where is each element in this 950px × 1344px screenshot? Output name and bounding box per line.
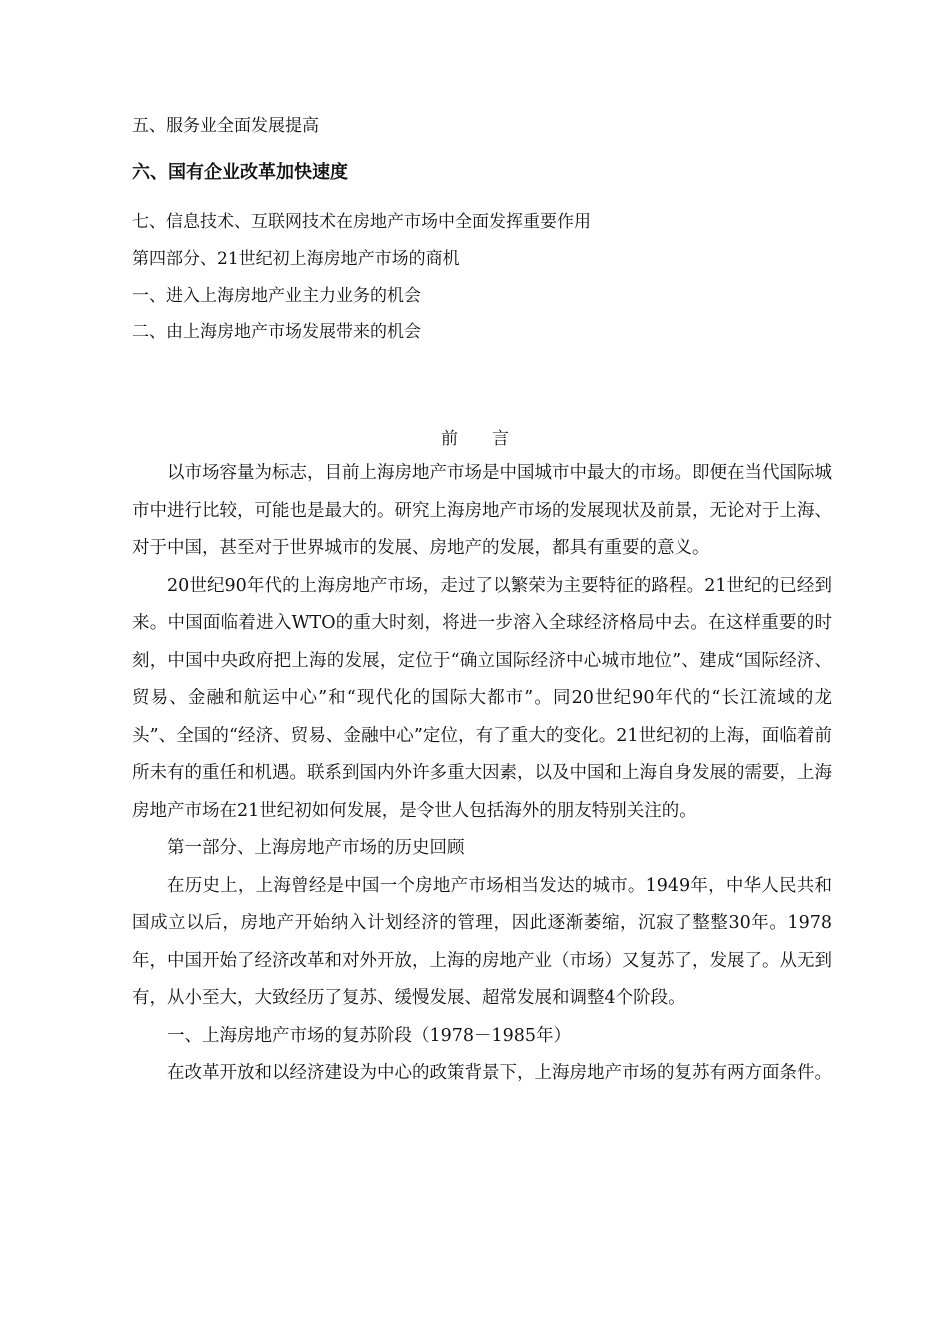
preface-paragraph-2: 20世纪90年代的上海房地产市场，走过了以繁荣为主要特征的路程。21世纪的已经到来。中国面临着进入WTO的重大时刻，将进一步溶入全球经济格局中去。在这样重要的时刻，中国中央政府把上海的发展，定位于“确立国际经济中心城市地位”、建成“国际经济、贸易、金融和航运中心”和“现代化的国际大都市”。同20世纪90年代的“长江流域的龙头”、全国的“经济、贸易、金融中心”定位，有了重大的变化。21世纪初的上海，面临着前所未有的重任和机遇。联系到国内外许多重大因素，以及中国和上海自身发展的需要，上海房地产市场在21世纪初如何发展，是令世人包括海外的朋友特别关注的。 — [132, 575, 832, 821]
preface-paragraph-1: 以市场容量为标志，目前上海房地产市场是中国城市中最大的市场。即便在当代国际城市中进行比较，可能也是最大的。研究上海房地产市场的发展现状及前景，无论对于上海、对于中国，甚至对于世界城市的发展、房地产的发展，都具有重要的意义。 — [132, 463, 832, 558]
preface-title-text: 前 言 — [441, 429, 509, 449]
toc-part-4-item-1: 一、进入上海房地产业主力业务的机会 — [132, 286, 421, 306]
part-1-paragraph-1: 在历史上，上海曾经是中国一个房地产市场相当发达的城市。1949年，中华人民共和国成立以后，房地产开始纳入计划经济的管理，因此逐渐萎缩，沉寂了整整30年。1978年，中国开始了经济改革和对外开放，上海的房地产业（市场）又复苏了，发展了。从无到有，从小至大，大致经历了复苏、缓慢发展、超常发展和调整4个阶段。 — [132, 875, 832, 1008]
preface-body — [132, 455, 832, 1093]
toc-item-7: 七、信息技术、互联网技术在房地产市场中全面发挥重要作用 — [132, 212, 591, 232]
preface-title — [0, 428, 950, 450]
part-1-heading: 第一部分、上海房地产市场的历史回顾 — [167, 838, 465, 858]
section-1-paragraph: 在改革开放和以经济建设为中心的政策背景下，上海房地产市场的复苏有两方面条件。 — [167, 1063, 832, 1083]
toc-item-5: 五、服务业全面发展提高 — [132, 116, 319, 136]
toc-item-6: 六、国有企业改革加快速度 — [132, 162, 348, 183]
toc-part-4: 第四部分、21世纪初上海房地产市场的商机 — [132, 249, 460, 269]
section-1-heading: 一、上海房地产市场的复苏阶段（1978－1985年） — [167, 1025, 572, 1046]
toc-part-4-item-2: 二、由上海房地产市场发展带来的机会 — [132, 322, 421, 342]
